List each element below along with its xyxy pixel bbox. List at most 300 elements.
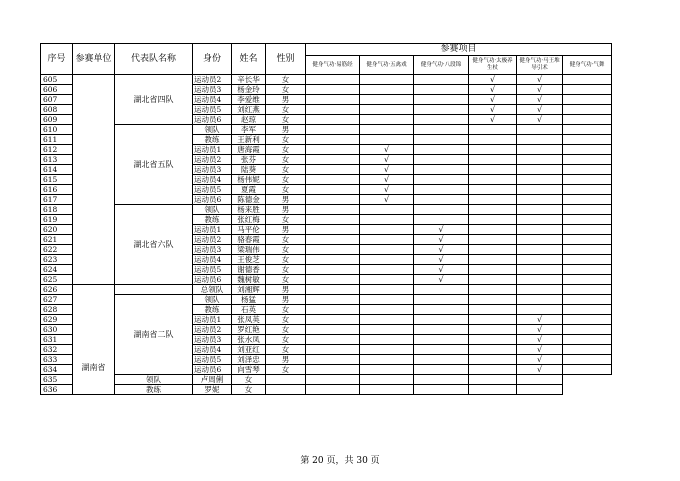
role-cell: 运动员2 — [193, 155, 232, 165]
event-cell — [517, 215, 563, 225]
team-name-cell: 湖北省四队 — [115, 75, 193, 125]
event-cell — [469, 305, 517, 315]
name-cell: 李爱维 — [232, 95, 266, 105]
event-cell — [414, 95, 469, 105]
event-cell — [563, 315, 612, 325]
event-cell — [563, 325, 612, 335]
event-cell — [469, 235, 517, 245]
name-cell: 马平伦 — [232, 225, 266, 235]
name-cell: 刘泽忠 — [232, 355, 266, 365]
event-cell — [306, 295, 360, 305]
event-cell — [469, 335, 517, 345]
team-name-cell: 湖南省二队 — [115, 295, 193, 375]
event-cell — [563, 175, 612, 185]
gender-cell: 男 — [266, 195, 306, 205]
event-cell — [306, 165, 360, 175]
event-cell — [469, 355, 517, 365]
event-cell — [469, 265, 517, 275]
event-cell — [306, 255, 360, 265]
seq-cell: 625 — [41, 275, 73, 285]
event-cell — [306, 215, 360, 225]
role-cell: 教练 — [193, 135, 232, 145]
event-cell — [414, 85, 469, 95]
gender-cell: 男 — [266, 125, 306, 135]
event-cell — [414, 215, 469, 225]
name-cell: 陆葵 — [232, 165, 266, 175]
event-cell — [563, 275, 612, 285]
name-cell: 魏树敏 — [232, 275, 266, 285]
event-cell — [517, 265, 563, 275]
check-mark-cell: √ — [469, 85, 517, 95]
event-cell — [414, 285, 469, 295]
name-cell: 罗妮 — [193, 385, 232, 395]
event-cell — [414, 115, 469, 125]
gender-cell: 女 — [266, 255, 306, 265]
gender-cell: 男 — [266, 295, 306, 305]
header-event-5: 健身气功·马王堆导引术 — [517, 56, 563, 75]
event-cell — [360, 325, 414, 335]
gender-cell: 女 — [266, 325, 306, 335]
gender-cell: 女 — [266, 145, 306, 155]
name-cell: 王俊芝 — [232, 255, 266, 265]
role-cell: 运动员6 — [193, 115, 232, 125]
seq-cell: 633 — [41, 355, 73, 365]
name-cell: 骆春霞 — [232, 235, 266, 245]
header-event-6: 健身气功·气舞 — [563, 56, 612, 75]
event-cell — [563, 355, 612, 365]
check-mark-cell: √ — [414, 275, 469, 285]
role-cell: 领队 — [193, 125, 232, 135]
event-cell — [414, 75, 469, 85]
role-cell: 运动员1 — [193, 225, 232, 235]
seq-cell: 632 — [41, 345, 73, 355]
name-cell: 张芬 — [232, 155, 266, 165]
header-unit: 参赛单位 — [73, 44, 115, 75]
event-cell — [563, 305, 612, 315]
seq-cell: 609 — [41, 115, 73, 125]
header-event-3: 健身气功·八段锦 — [414, 56, 469, 75]
event-cell — [414, 205, 469, 215]
name-cell: 杨来胜 — [232, 205, 266, 215]
event-cell — [306, 235, 360, 245]
table-row — [41, 295, 612, 305]
gender-cell: 男 — [266, 225, 306, 235]
gender-cell: 女 — [266, 185, 306, 195]
check-mark-cell: √ — [517, 335, 563, 345]
event-cell — [563, 115, 612, 125]
event-cell — [469, 175, 517, 185]
gender-cell: 女 — [266, 115, 306, 125]
seq-cell: 617 — [41, 195, 73, 205]
event-cell — [414, 345, 469, 355]
event-cell — [360, 215, 414, 225]
event-cell — [414, 185, 469, 195]
event-cell — [563, 145, 612, 155]
check-mark-cell: √ — [360, 175, 414, 185]
event-cell — [306, 125, 360, 135]
event-cell — [563, 225, 612, 235]
event-cell — [563, 165, 612, 175]
event-cell — [414, 375, 469, 385]
seq-cell: 612 — [41, 145, 73, 155]
gender-cell: 女 — [266, 245, 306, 255]
event-cell — [306, 315, 360, 325]
name-cell: 唐海霞 — [232, 145, 266, 155]
header-team: 代表队名称 — [115, 44, 193, 75]
event-cell — [360, 105, 414, 115]
name-cell: 李军 — [232, 125, 266, 135]
seq-cell: 623 — [41, 255, 73, 265]
event-cell — [469, 385, 517, 395]
name-cell: 谢德香 — [232, 265, 266, 275]
role-cell: 运动员3 — [193, 245, 232, 255]
event-cell — [414, 305, 469, 315]
event-cell — [517, 175, 563, 185]
seq-cell: 619 — [41, 215, 73, 225]
gender-cell: 男 — [266, 355, 306, 365]
name-cell: 刘亚红 — [232, 345, 266, 355]
event-cell — [563, 235, 612, 245]
gender-cell: 男 — [266, 285, 306, 295]
role-cell: 运动员3 — [193, 165, 232, 175]
event-cell — [306, 185, 360, 195]
gender-cell: 女 — [266, 305, 306, 315]
role-cell: 运动员4 — [193, 95, 232, 105]
event-cell — [360, 245, 414, 255]
table-row — [41, 125, 612, 135]
seq-cell: 631 — [41, 335, 73, 345]
seq-cell: 635 — [41, 375, 73, 385]
gender-cell: 女 — [266, 155, 306, 165]
role-cell: 运动员6 — [193, 275, 232, 285]
check-mark-cell: √ — [469, 105, 517, 115]
table-row — [41, 75, 612, 85]
check-mark-cell: √ — [517, 75, 563, 85]
unit-cell: 湖南省 — [73, 285, 115, 395]
role-cell: 运动员6 — [193, 195, 232, 205]
event-cell — [360, 285, 414, 295]
event-cell — [306, 175, 360, 185]
event-cell — [517, 165, 563, 175]
name-cell: 张凤英 — [232, 315, 266, 325]
event-cell — [563, 295, 612, 305]
name-cell: 王新利 — [232, 135, 266, 145]
event-cell — [360, 375, 414, 385]
role-cell: 教练 — [193, 215, 232, 225]
seq-cell: 605 — [41, 75, 73, 85]
event-cell — [517, 225, 563, 235]
event-cell — [306, 145, 360, 155]
check-mark-cell: √ — [360, 165, 414, 175]
event-cell — [306, 225, 360, 235]
check-mark-cell: √ — [360, 195, 414, 205]
event-cell — [469, 325, 517, 335]
event-cell — [517, 275, 563, 285]
name-cell: 辛长华 — [232, 75, 266, 85]
event-cell — [414, 385, 469, 395]
event-cell — [414, 135, 469, 145]
event-cell — [414, 145, 469, 155]
name-cell: 杨伟妮 — [232, 175, 266, 185]
table-row — [41, 375, 612, 385]
event-cell — [563, 195, 612, 205]
header-name: 姓名 — [232, 44, 266, 75]
gender-cell: 女 — [266, 315, 306, 325]
seq-cell: 620 — [41, 225, 73, 235]
event-cell — [563, 85, 612, 95]
gender-cell: 女 — [266, 175, 306, 185]
event-cell — [469, 125, 517, 135]
header-role: 身份 — [193, 44, 232, 75]
gender-cell: 女 — [266, 345, 306, 355]
role-cell: 领队 — [193, 205, 232, 215]
seq-cell: 624 — [41, 265, 73, 275]
check-mark-cell: √ — [517, 115, 563, 125]
event-cell — [360, 95, 414, 105]
check-mark-cell: √ — [517, 365, 563, 375]
name-cell: 杨猛 — [232, 295, 266, 305]
seq-cell: 636 — [41, 385, 73, 395]
seq-cell: 622 — [41, 245, 73, 255]
event-cell — [414, 195, 469, 205]
role-cell: 运动员2 — [193, 235, 232, 245]
seq-cell: 616 — [41, 185, 73, 195]
seq-cell: 606 — [41, 85, 73, 95]
role-cell: 运动员4 — [193, 175, 232, 185]
event-cell — [469, 185, 517, 195]
seq-cell: 629 — [41, 315, 73, 325]
header-event-4: 健身气功·太极养生杖 — [469, 56, 517, 75]
role-cell: 运动员3 — [193, 85, 232, 95]
event-cell — [517, 155, 563, 165]
event-cell — [469, 315, 517, 325]
event-cell — [469, 225, 517, 235]
seq-cell: 615 — [41, 175, 73, 185]
header-event-2: 健身气功·五禽戏 — [360, 56, 414, 75]
role-cell: 教练 — [115, 385, 193, 395]
name-cell: 卢周俐 — [193, 375, 232, 385]
check-mark-cell: √ — [517, 345, 563, 355]
event-cell — [266, 375, 306, 385]
check-mark-cell: √ — [469, 75, 517, 85]
event-cell — [563, 285, 612, 295]
unit-cell — [73, 75, 115, 285]
event-cell — [306, 195, 360, 205]
role-cell: 运动员1 — [193, 315, 232, 325]
event-cell — [360, 125, 414, 135]
event-cell — [360, 205, 414, 215]
name-cell: 向雪琴 — [232, 365, 266, 375]
seq-cell: 608 — [41, 105, 73, 115]
event-cell — [563, 365, 612, 375]
name-cell: 石英 — [232, 305, 266, 315]
event-cell — [414, 105, 469, 115]
seq-cell: 610 — [41, 125, 73, 135]
event-cell — [414, 125, 469, 135]
event-cell — [360, 315, 414, 325]
check-mark-cell: √ — [517, 95, 563, 105]
role-cell: 运动员6 — [193, 365, 232, 375]
event-cell — [517, 185, 563, 195]
name-cell: 赵琼 — [232, 115, 266, 125]
event-cell — [517, 285, 563, 295]
event-cell — [306, 335, 360, 345]
header-event-1: 健身气功·易筋经 — [306, 56, 360, 75]
check-mark-cell: √ — [517, 315, 563, 325]
role-cell: 运动员5 — [193, 105, 232, 115]
event-cell — [517, 295, 563, 305]
event-cell — [469, 255, 517, 265]
check-mark-cell: √ — [414, 265, 469, 275]
event-cell — [414, 165, 469, 175]
name-cell: 梁瑞伟 — [232, 245, 266, 255]
event-cell — [517, 205, 563, 215]
event-cell — [360, 115, 414, 125]
gender-cell: 女 — [266, 215, 306, 225]
event-cell — [306, 115, 360, 125]
event-cell — [360, 305, 414, 315]
seq-cell: 614 — [41, 165, 73, 175]
event-cell — [563, 205, 612, 215]
event-cell — [517, 145, 563, 155]
event-cell — [469, 145, 517, 155]
seq-cell: 630 — [41, 325, 73, 335]
name-cell: 罗红艳 — [232, 325, 266, 335]
gender-cell: 女 — [266, 235, 306, 245]
role-cell: 运动员4 — [193, 255, 232, 265]
event-cell — [306, 385, 360, 395]
gender-cell: 女 — [266, 85, 306, 95]
event-cell — [306, 105, 360, 115]
gender-cell: 女 — [266, 335, 306, 345]
event-cell — [563, 245, 612, 255]
event-cell — [306, 305, 360, 315]
event-cell — [414, 355, 469, 365]
name-cell: 刘湘辉 — [232, 285, 266, 295]
gender-cell: 女 — [232, 385, 266, 395]
event-cell — [360, 365, 414, 375]
role-cell: 运动员1 — [193, 145, 232, 155]
event-cell — [360, 355, 414, 365]
check-mark-cell: √ — [414, 245, 469, 255]
event-cell — [563, 335, 612, 345]
event-cell — [563, 185, 612, 195]
event-cell — [563, 135, 612, 145]
seq-cell: 626 — [41, 285, 73, 295]
role-cell: 运动员5 — [193, 265, 232, 275]
event-cell — [563, 105, 612, 115]
event-cell — [360, 75, 414, 85]
event-cell — [563, 95, 612, 105]
check-mark-cell: √ — [360, 145, 414, 155]
event-cell — [469, 375, 517, 385]
gender-cell: 女 — [266, 275, 306, 285]
gender-cell: 女 — [266, 135, 306, 145]
event-cell — [306, 95, 360, 105]
check-mark-cell: √ — [517, 355, 563, 365]
role-cell: 运动员3 — [193, 335, 232, 345]
event-cell — [469, 205, 517, 215]
event-cell — [469, 155, 517, 165]
event-cell — [517, 245, 563, 255]
event-cell — [306, 365, 360, 375]
event-cell — [517, 255, 563, 265]
event-cell — [517, 305, 563, 315]
event-cell — [414, 175, 469, 185]
event-cell — [563, 265, 612, 275]
event-cell — [360, 345, 414, 355]
role-cell: 运动员2 — [193, 325, 232, 335]
gender-cell: 女 — [266, 365, 306, 375]
seq-cell: 618 — [41, 205, 73, 215]
event-cell — [517, 135, 563, 145]
team-name-cell: 湖北省六队 — [115, 205, 193, 285]
event-cell — [517, 235, 563, 245]
table-row — [41, 205, 612, 215]
table-row — [41, 285, 612, 295]
check-mark-cell: √ — [414, 235, 469, 245]
check-mark-cell: √ — [517, 325, 563, 335]
check-mark-cell: √ — [469, 115, 517, 125]
gender-cell: 女 — [266, 105, 306, 115]
event-cell — [469, 135, 517, 145]
event-cell — [414, 325, 469, 335]
gender-cell: 女 — [266, 165, 306, 175]
event-cell — [517, 385, 563, 395]
gender-cell: 男 — [266, 205, 306, 215]
check-mark-cell: √ — [517, 105, 563, 115]
gender-cell: 女 — [266, 265, 306, 275]
role-cell: 运动员4 — [193, 345, 232, 355]
event-cell — [469, 195, 517, 205]
event-cell — [469, 165, 517, 175]
event-cell — [469, 285, 517, 295]
check-mark-cell: √ — [414, 225, 469, 235]
event-cell — [517, 375, 563, 385]
name-cell: 张红梅 — [232, 215, 266, 225]
event-cell — [306, 135, 360, 145]
event-cell — [306, 345, 360, 355]
role-cell: 领队 — [115, 375, 193, 385]
name-cell: 陈德金 — [232, 195, 266, 205]
role-cell: 教练 — [193, 305, 232, 315]
event-cell — [414, 315, 469, 325]
seq-cell: 628 — [41, 305, 73, 315]
event-cell — [517, 195, 563, 205]
event-cell — [360, 255, 414, 265]
seq-cell: 627 — [41, 295, 73, 305]
event-cell — [469, 215, 517, 225]
event-cell — [414, 335, 469, 345]
role-cell: 运动员5 — [193, 185, 232, 195]
check-mark-cell: √ — [360, 185, 414, 195]
event-cell — [414, 295, 469, 305]
name-cell: 张水凤 — [232, 335, 266, 345]
event-cell — [563, 345, 612, 355]
event-cell — [360, 235, 414, 245]
event-cell — [469, 295, 517, 305]
event-cell — [414, 365, 469, 375]
event-cell — [306, 265, 360, 275]
event-cell — [563, 215, 612, 225]
event-cell — [469, 345, 517, 355]
event-cell — [469, 365, 517, 375]
event-cell — [360, 265, 414, 275]
event-cell — [563, 125, 612, 135]
role-cell: 运动员5 — [193, 355, 232, 365]
role-cell: 领队 — [193, 295, 232, 305]
check-mark-cell: √ — [414, 255, 469, 265]
